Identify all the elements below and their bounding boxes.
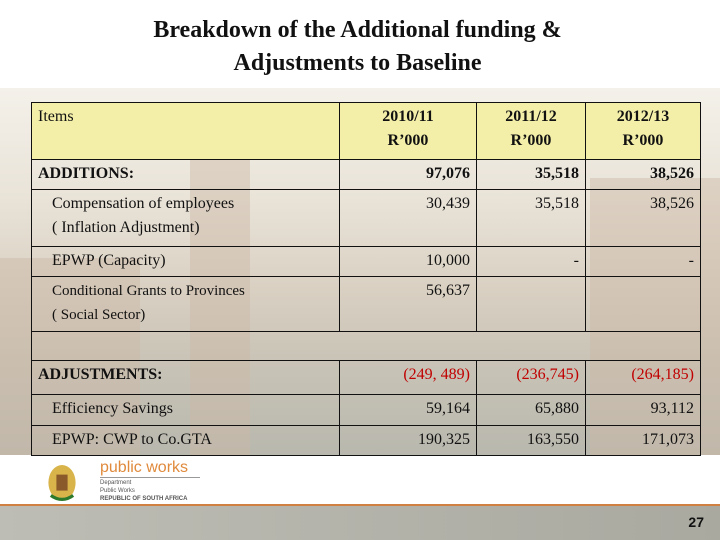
row-label: ADJUSTMENTS:	[32, 361, 340, 395]
cell: 59,164	[340, 395, 477, 426]
logo-line: Department	[100, 480, 132, 486]
cell: -	[586, 247, 701, 277]
row-label: Conditional Grants to Provinces ( Social Sector)	[32, 277, 340, 332]
table-row	[32, 160, 701, 190]
cell: -	[477, 247, 586, 277]
header-col: 2011/12 R’000	[477, 103, 586, 160]
cell: 190,325	[340, 426, 477, 456]
table-header	[32, 103, 701, 160]
cell: 65,880	[477, 395, 586, 426]
slide-title	[0, 14, 715, 80]
table-row	[32, 247, 701, 277]
public-works-logo	[44, 460, 214, 503]
title-line-2: Adjustments to Baseline	[233, 50, 482, 76]
table-row	[32, 426, 701, 456]
page-number: 27	[688, 514, 704, 530]
cell: 56,637	[340, 277, 477, 332]
logo-line: REPUBLIC OF SOUTH AFRICA	[100, 496, 188, 502]
cell: (236,745)	[477, 361, 586, 395]
cell: 93,112	[586, 395, 701, 426]
cell: 163,550	[477, 426, 586, 456]
header-col: 2010/11 R’000	[340, 103, 477, 160]
cell: 10,000	[340, 247, 477, 277]
cell: 171,073	[586, 426, 701, 456]
footer-band	[0, 506, 720, 540]
table-row	[32, 395, 701, 426]
cell: (249, 489)	[340, 361, 477, 395]
coat-of-arms-icon	[46, 460, 78, 502]
row-label: EPWP (Capacity)	[32, 247, 340, 277]
table-row	[32, 190, 701, 247]
cell: (264,185)	[586, 361, 701, 395]
logo-line: Public Works	[100, 488, 135, 494]
cell: 38,526	[586, 160, 701, 190]
cell: 38,526	[586, 190, 701, 247]
title-line-1: Breakdown of the Additional funding &	[153, 17, 562, 43]
header-col: 2012/13 R’000	[586, 103, 701, 160]
funding-table	[31, 102, 701, 456]
row-label: EPWP: CWP to Co.GTA	[32, 426, 340, 456]
cell: 30,439	[340, 190, 477, 247]
table-row	[32, 361, 701, 395]
row-label: Compensation of employees ( Inflation Adjustment)	[32, 190, 340, 247]
row-label: Efficiency Savings	[32, 395, 340, 426]
cell: 97,076	[340, 160, 477, 190]
table-row	[32, 277, 701, 332]
cell: 35,518	[477, 160, 586, 190]
cell	[477, 277, 586, 332]
cell	[586, 277, 701, 332]
logo-name: public works	[100, 459, 189, 476]
row-label: ADDITIONS:	[32, 160, 340, 190]
spacer-row	[32, 332, 701, 361]
cell: 35,518	[477, 190, 586, 247]
header-items: Items	[32, 103, 340, 160]
